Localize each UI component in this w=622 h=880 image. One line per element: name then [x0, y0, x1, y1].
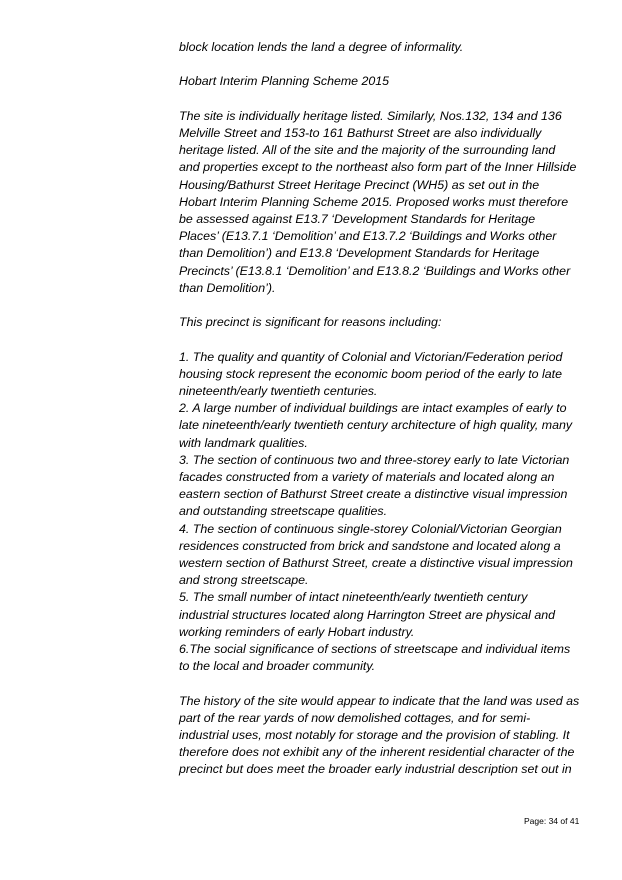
spacer	[179, 297, 584, 314]
spacer	[179, 91, 584, 108]
reason-item-4: 4. The section of continuous single-storey Colonial/Victorian Georgian residences constructed from brick and sandstone and located along a western section of Bathurst Street, create a distinctive visual impression and strong streetscape.	[179, 521, 573, 588]
reason-item-3: 3. The section of continuous two and three-storey early to late Victorian facades constructed from a variety of materials and located along an eastern section of Bathurst Street create a distinctive visual impression and outstanding streetscape qualities.	[179, 452, 570, 519]
spacer	[179, 331, 584, 348]
document-body	[179, 39, 584, 779]
history-paragraph: The history of the site would appear to indicate that the land was used as part of the rear yards of now demolished cottages, and for semi- industrial uses, most notably for storage and the provision of stabling. It therefore does not exhibit any of the inherent residential character of the precinct but does meet the broader early industrial description set out in	[179, 693, 580, 777]
precinct-intro: This precinct is significant for reasons including:	[179, 315, 442, 330]
reason-item-5: 5. The small number of intact nineteenth/early twentieth century industrial structures located along Harrington Street are physical and working reminders of early Hobart industry.	[179, 590, 556, 639]
spacer	[179, 56, 584, 73]
heritage-paragraph: The site is individually heritage listed. Similarly, Nos.132, 134 and 136 Melville Street and 153-to 161 Bathurst Street are also individually heritage listed. All of the site and the majority of the surrounding land and properties except to the northeast also form part of the Inner Hillside Housing/Bathurst Street Heritage Precinct (WH5) as set out in the Hobart Interim Planning Scheme 2015. Proposed works must therefore be assessed against E13.7 ‘Development Standards for Heritage Places’ (E13.7.1 ‘Demolition’ and E13.7.2 ‘Buildings and Works other than Demolition’) and E13.8 ‘Development Standards for Heritage Precincts’ (E13.8.1 ‘Demolition’ and E13.8.2 ‘Buildings and Works other than Demolition’).	[179, 108, 577, 295]
reason-item-1: 1. The quality and quantity of Colonial and Victorian/Federation period housing stock represent the economic boom period of the early to late nineteenth/early twentieth centuries.	[179, 349, 563, 398]
page-number: Page: 34 of 41	[524, 816, 580, 826]
continuation-text: block location lends the land a degree of informality.	[179, 40, 464, 54]
spacer	[179, 675, 584, 692]
section-heading: Hobart Interim Planning Scheme 2015	[179, 74, 390, 89]
reason-item-2: 2. A large number of individual buildings are intact examples of early to late nineteenth/early twentieth century architecture of high quality, many with landmark qualities.	[179, 401, 573, 450]
reason-item-6: 6.The social significance of sections of streetscape and individual items to the local and broader community.	[179, 642, 571, 674]
